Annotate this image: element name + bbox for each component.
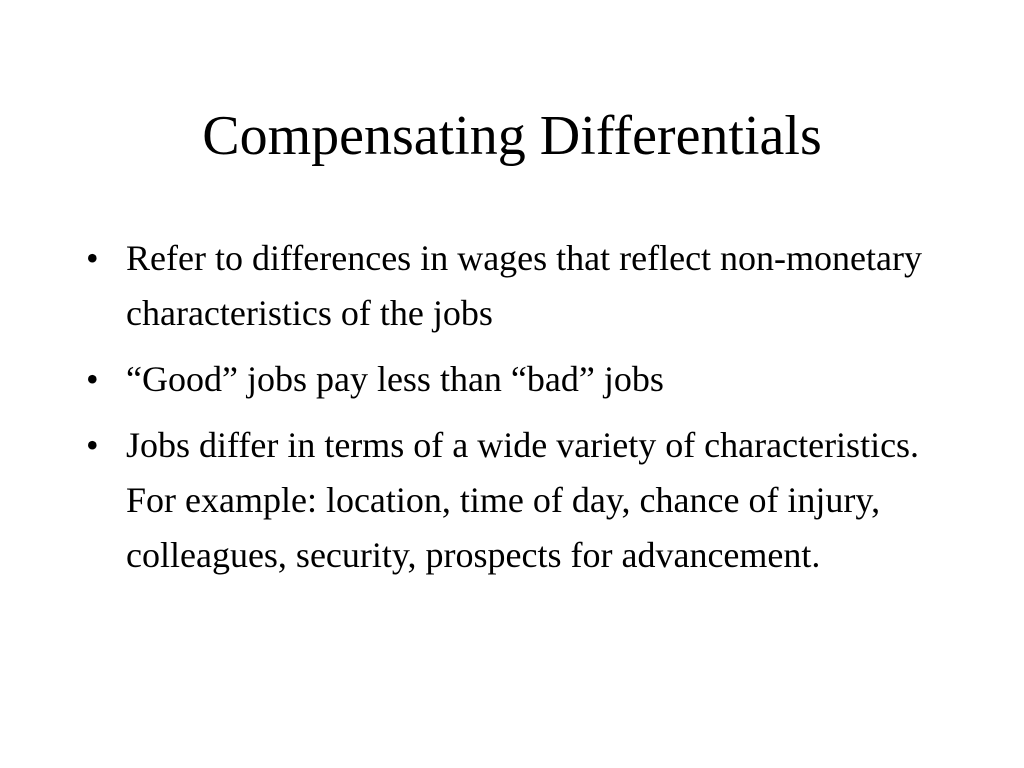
bullet-text: Refer to differences in wages that reflect non-monetary characteristics of the jobs xyxy=(126,238,922,333)
bullet-list xyxy=(86,231,936,594)
bullet-icon: • xyxy=(86,238,99,278)
bullet-item-3 xyxy=(86,418,936,583)
bullet-item-2 xyxy=(86,352,936,407)
bullet-text: Jobs differ in terms of a wide variety of characteristics. For example: location, time of day, chance of injury, colleagues, security, prospects for advancement. xyxy=(126,425,920,575)
bullet-item-1 xyxy=(86,231,936,341)
bullet-text: “Good” jobs pay less than “bad” jobs xyxy=(126,359,664,399)
bullet-icon: • xyxy=(86,359,99,399)
bullet-icon: • xyxy=(86,425,99,465)
slide-title: Compensating Differentials xyxy=(202,105,822,167)
